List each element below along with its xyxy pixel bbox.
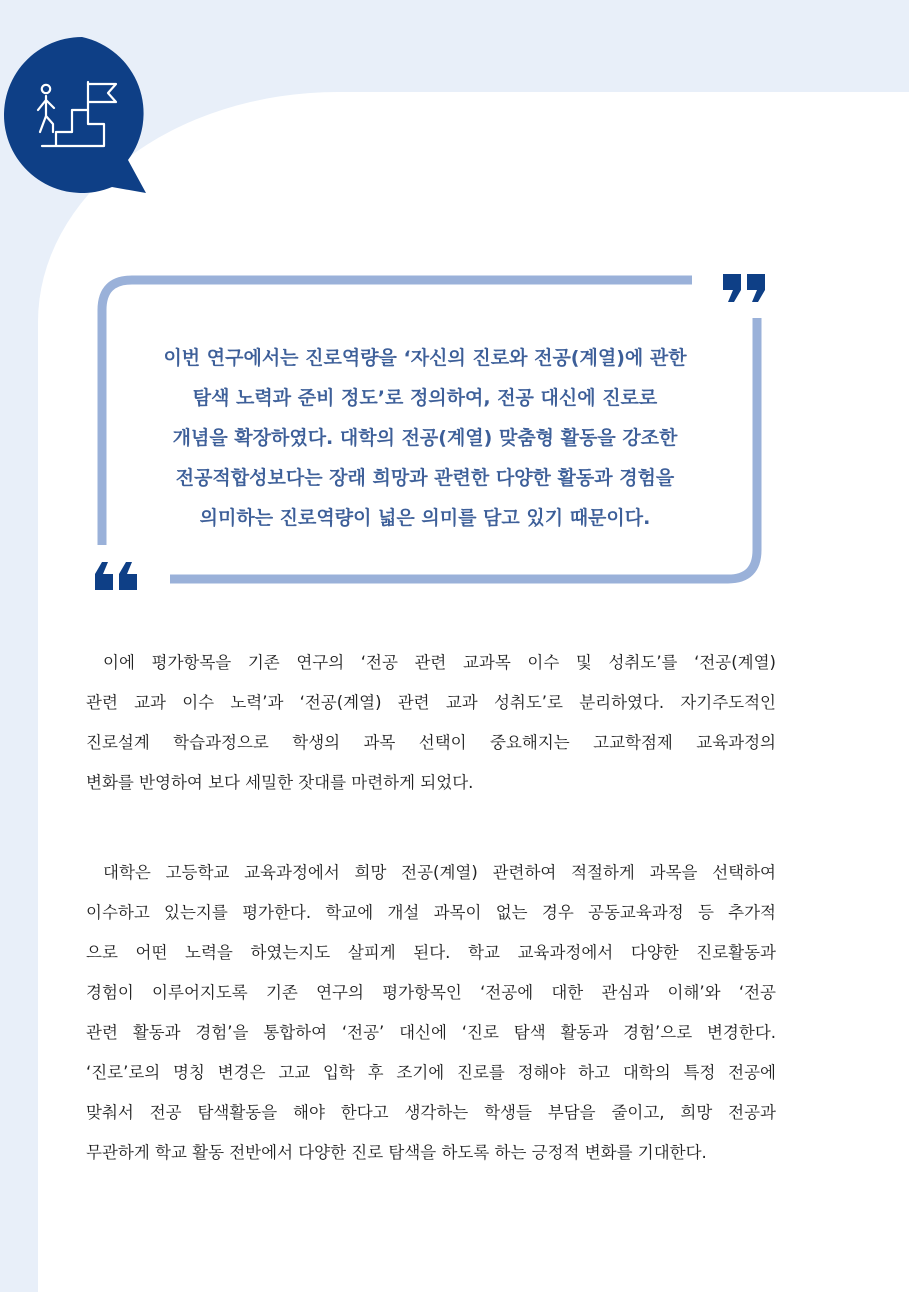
quote-text [120,338,730,538]
quote-line: 의미하는 진로역량이 넓은 의미를 담고 있기 때문이다. [199,507,651,529]
paragraph-line: ‘진로’로의 명칭 변경은 고교 입학 후 조기에 진로를 정해야 하고 대학의 특정 전공에 [86,1063,776,1082]
paragraph-2 [86,853,776,1173]
paragraph-line: 이에 평가항목을 기존 연구의 ‘전공 관련 교과목 이수 및 성취도’를 ‘전공(계열) [103,653,776,672]
quote-line: 이번 연구에서는 진로역량을 ‘자신의 진로와 전공(계열)에 관한 [163,347,687,369]
paragraph-line: 진로설계 학습과정으로 학생의 과목 선택이 중요해지는 고교학점제 교육과정의 [86,733,776,752]
quote-line: 개념을 확장하였다. 대학의 전공(계열) 맞춤형 활동을 강조한 [172,427,678,449]
quote-line: 전공적합성보다는 장래 희망과 관련한 다양한 활동과 경험을 [175,467,675,489]
paragraph-line: 관련 교과 이수 노력’과 ‘전공(계열) 관련 교과 성취도’로 분리하였다. 자기주도적인 [86,693,776,712]
paragraph-line: 관련 활동과 경험’을 통합하여 ‘전공’ 대신에 ‘진로 탐색 활동과 경험’으로 변경한다. [86,1023,776,1042]
paragraph-1 [86,643,776,803]
paragraph-line: 이수하고 있는지를 평가한다. 학교에 개설 과목이 없는 경우 공동교육과정 등 추가적 [86,903,776,922]
paragraph-line: 대학은 고등학교 교육과정에서 희망 전공(계열) 관련하여 적절하게 과목을 선택하여 [103,863,776,882]
paragraph-line: 변화를 반영하여 보다 세밀한 잣대를 마련하게 되었다. [86,773,474,792]
paragraph-line: 무관하게 학교 활동 전반에서 다양한 진로 탐색을 하도록 하는 긍정적 변화를 기대한다. [86,1143,707,1162]
paragraph-line: 맞춰서 전공 탐색활동을 해야 한다고 생각하는 학생들 부담을 줄이고, 희망 전공과 [86,1103,776,1122]
paragraph-line: 으로 어떤 노력을 하였는지도 살피게 된다. 학교 교육과정에서 다양한 진로활동과 [86,943,776,962]
paragraph-line: 경험이 이루어지도록 기존 연구의 평가항목인 ‘전공에 대한 관심과 이해’와 ‘전공 [86,983,776,1002]
quote-line: 탐색 노력과 준비 정도’로 정의하여, 전공 대신에 진로로 [192,387,658,409]
career-stairs-flag-icon [38,82,116,146]
